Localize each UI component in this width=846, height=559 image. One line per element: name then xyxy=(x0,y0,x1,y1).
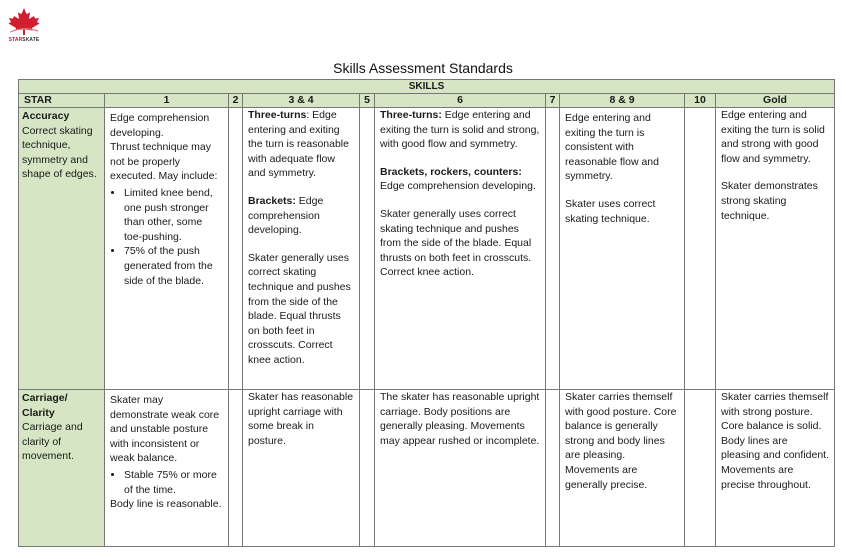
page-title: Skills Assessment Standards xyxy=(333,60,513,76)
cell-text: The skater has reasonable upright carriage. Body positions are generally pleasing. Movements may appear rushed or incomplete. xyxy=(380,391,540,447)
cell-text: Skater may demonstrate weak core and unstable posture with inconsistent or weak balance. xyxy=(110,394,220,465)
cell-accuracy-1 xyxy=(105,108,229,390)
cell-carriage-7 xyxy=(546,390,560,547)
col-header-7: 7 xyxy=(546,94,560,108)
cell-text: Skater has reasonable upright carriage with some break in posture. xyxy=(248,391,354,447)
column-header-row xyxy=(19,94,835,108)
cell-carriage-gold xyxy=(716,390,835,547)
cell-text: Edge entering and exiting the turn is solid and strong with good flow and symmetry. xyxy=(721,109,825,165)
cell-accuracy-3-4 xyxy=(243,108,360,390)
maple-leaf-icon xyxy=(4,6,44,36)
cell-bold: Three-turns: xyxy=(380,109,442,121)
cell-carriage-5 xyxy=(360,390,375,547)
list-item: • Limited knee bend, one push stronger than other, some toe-pushing. xyxy=(124,186,223,244)
skills-label: SKILLS xyxy=(19,80,835,94)
skills-table xyxy=(18,79,835,547)
cell-text: Skater generally uses correct skating technique and pushes from the side of the blade. Equal thrusts on both feet in crosscuts. Correct knee action. xyxy=(380,207,532,279)
cell-text: Skater demonstrates strong skating technique. xyxy=(721,180,818,222)
col-header-gold: Gold xyxy=(716,94,835,108)
cell-bold: Brackets, rockers, counters: xyxy=(380,165,522,178)
col-header-6: 6 xyxy=(375,94,546,108)
cell-text: Skater carries themself with strong posture. Core balance is solid. Body lines are pleasing and confident. Movements are precise throughout. xyxy=(721,391,829,491)
cell-bold: Three-turns xyxy=(248,109,307,121)
list-item: • Stable 75% or more of the time. xyxy=(124,468,223,497)
cell-text: Skater carries themself with good posture. Core balance is generally strong and body lines are pleasing. Movements are generally precise. xyxy=(565,391,677,491)
cell-bold: Brackets: xyxy=(248,194,296,207)
row-label-carriage xyxy=(19,390,105,547)
cell-carriage-10 xyxy=(685,390,716,547)
bullet-list xyxy=(110,186,223,288)
cell-accuracy-8-9 xyxy=(560,108,685,390)
cell-accuracy-2 xyxy=(229,108,243,390)
col-header-5: 5 xyxy=(360,94,375,108)
cell-text: Edge comprehension developing. xyxy=(380,180,536,193)
cell-accuracy-5 xyxy=(360,108,375,390)
star-skate-logo xyxy=(4,6,44,44)
cell-accuracy-10 xyxy=(685,108,716,390)
col-header-1: 1 xyxy=(105,94,229,108)
cell-text: Thrust technique may not be properly executed. May include: xyxy=(110,141,218,183)
logo-skate-text: SKATE xyxy=(22,37,40,43)
table-row-carriage xyxy=(19,390,835,547)
row-label-bold: Carriage/ Clarity xyxy=(22,392,68,419)
cell-carriage-3-4 xyxy=(243,390,360,547)
cell-text: Edge entering and exiting the turn is consistent with reasonable flow and symmetry. xyxy=(565,112,659,183)
cell-text: Body line is reasonable. xyxy=(110,498,222,511)
col-header-10: 10 xyxy=(685,94,716,108)
col-header-2: 2 xyxy=(229,94,243,108)
cell-carriage-6 xyxy=(375,390,546,547)
cell-carriage-8-9 xyxy=(560,390,685,547)
cell-text: Edge comprehension developing. xyxy=(110,112,210,139)
cell-text: Skater generally uses correct skating technique and pushes from the side of the blade. Equal thrusts on both feet in crosscuts. Correct knee action. xyxy=(248,251,351,366)
row-label-accuracy xyxy=(19,108,105,390)
row-label-text: Correct skating technique, symmetry and shape of edges. xyxy=(22,124,97,181)
col-header-3-4: 3 & 4 xyxy=(243,94,360,108)
row-label-text: Carriage and clarity of movement. xyxy=(22,421,83,463)
list-item: • 75% of the push generated from the side of the blade. xyxy=(124,244,223,288)
cell-text: Skater uses correct skating technique. xyxy=(565,197,656,225)
cell-accuracy-7 xyxy=(546,108,560,390)
col-header-8-9: 8 & 9 xyxy=(560,94,685,108)
cell-carriage-1 xyxy=(105,390,229,547)
skills-header-row xyxy=(19,80,835,94)
row-label-bold: Accuracy xyxy=(22,110,70,122)
col-header-star: STAR xyxy=(19,94,105,108)
cell-carriage-2 xyxy=(229,390,243,547)
logo-star-text: STAR xyxy=(8,37,23,43)
bullet-list xyxy=(110,468,223,497)
cell-text: Edge entering and exiting the turn is solid and strong, with good flow and symmetry. xyxy=(380,109,540,151)
cell-text: Edge comprehension developing. xyxy=(248,194,324,237)
cell-accuracy-6 xyxy=(375,108,546,390)
table-row-accuracy xyxy=(19,108,835,390)
cell-text: : Edge entering and exiting the turn is reasonable with adequate flow and symmetry. xyxy=(248,109,349,180)
cell-accuracy-gold xyxy=(716,108,835,390)
